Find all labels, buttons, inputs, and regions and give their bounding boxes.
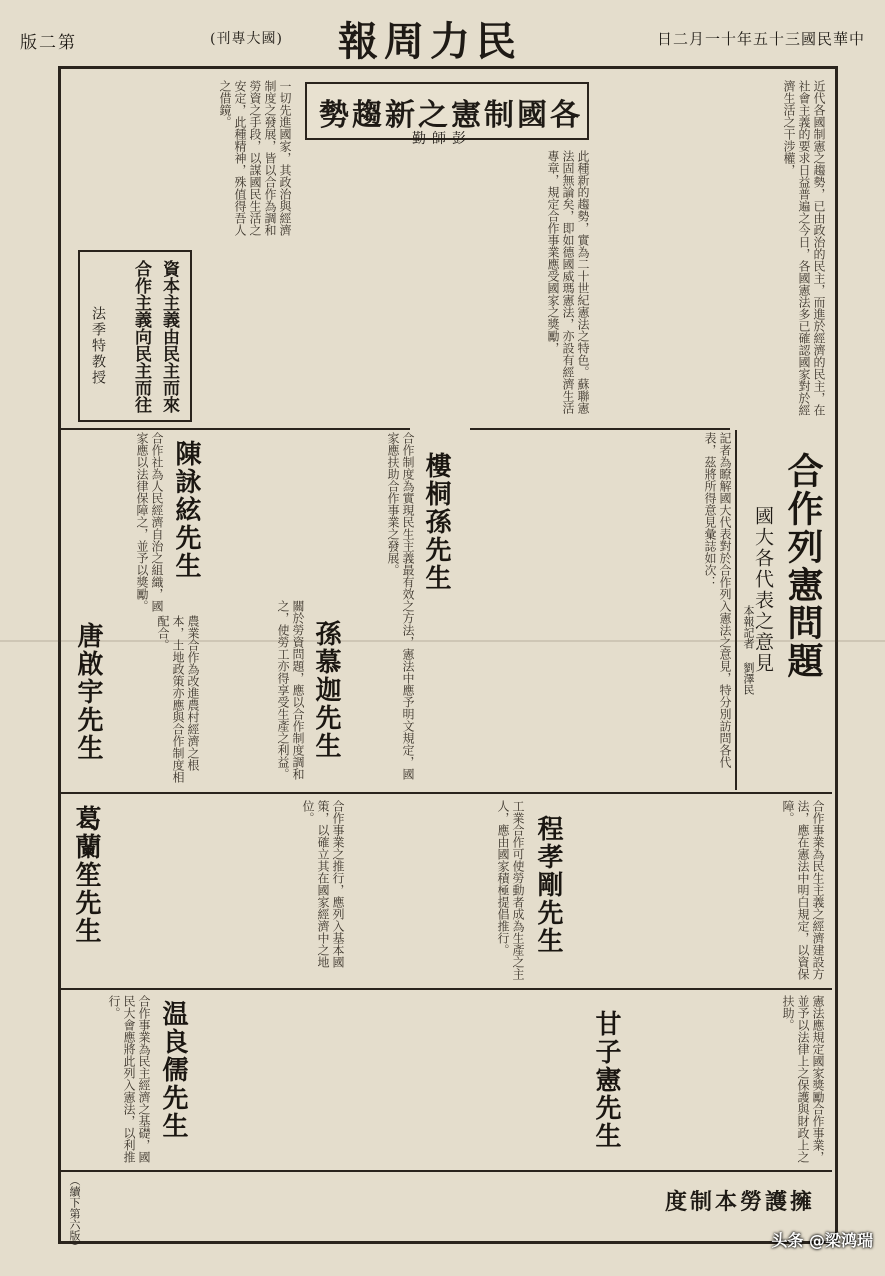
divider <box>470 428 730 430</box>
divider <box>735 430 737 790</box>
lead-body-col: 一切先進國家，其政治與經濟制度之發展，皆以合作為調和勞資之手段，以謀國民生活之安定，此種精神，殊值得吾人之借鏡。 <box>218 80 292 236</box>
masthead <box>20 10 865 65</box>
bottom-banner: 擁護勞本制度 <box>664 1189 815 1215</box>
feature-reporter: 本報記者 劉澤民 <box>742 605 755 695</box>
issue-date: 中華民國三十五年十一月二日 <box>656 30 865 48</box>
newspaper-title: 民力周報 <box>338 18 522 65</box>
speaker-name: 温良儒先生 <box>158 1000 188 1140</box>
feature-subhead: 國大各代表之意見 <box>752 506 774 674</box>
divider <box>60 428 410 430</box>
lead-title: 各國制憲之新趨勢 <box>319 98 583 133</box>
speaker-body: 工業合作可使勞動者成為生產之主人，應由國家積極提倡推行。 <box>496 800 525 980</box>
sidebar-author: 法季特教授 <box>90 306 106 386</box>
feature-body-col: 合作事業為民生主義之經濟建設方法，應在憲法中明白規定，以資保障。 <box>781 800 825 980</box>
feature-headline: 合作列憲問題 <box>782 452 824 680</box>
speaker-name: 樓桐孫先生 <box>421 452 451 592</box>
lead-body-col: 此種新的趨勢，實為二十世紀憲法之特色。蘇聯憲法固無論矣，即如德國威瑪憲法，亦設有經濟生活專章，規定合作事業應受國家之獎勵， <box>546 150 590 414</box>
speaker-body: 合作社為人民經濟自治之組織，國家應以法律保障之，並予以獎勵。 <box>135 432 164 612</box>
sidebar-line: 資本主義由民主而來 <box>159 260 179 413</box>
speaker-name: 唐啟宇先生 <box>73 622 103 762</box>
speaker-name: 葛蘭笙先生 <box>71 805 101 945</box>
divider <box>60 988 832 990</box>
speaker-name: 孫慕迦先生 <box>311 620 341 760</box>
speaker-body: 憲法應規定國家獎勵合作事業，並予以法律上之保護與財政上之扶助。 <box>781 995 825 1163</box>
speaker-body: 合作事業之推行，應列入基本國策，以確立其在國家經濟中之地位。 <box>301 800 345 968</box>
feature-body-col: 記者為瞭解國大代表對於合作列入憲法之意見，特分別訪問各代表，茲將所得意見彙誌如次： <box>703 432 732 768</box>
speaker-name: 甘子憲先生 <box>591 1010 621 1150</box>
divider <box>60 1170 832 1172</box>
edition-label: (國大專刊) <box>210 31 283 47</box>
sidebar-line: 合作主義向民主而往 <box>131 260 151 413</box>
speaker-body: 合作制度為實現民生主義最有效之方法，憲法中應予明文規定，國家應扶助合作事業之發展。 <box>386 432 415 780</box>
lead-author: 彭師勤 <box>412 131 472 147</box>
speaker-name: 程孝剛先生 <box>533 815 563 955</box>
sidebar-quote-box <box>78 250 192 422</box>
watermark: 头条 @梁鸿瑞 <box>771 1231 873 1250</box>
continued-note: （續下第六版） <box>68 1175 81 1252</box>
paper-fold <box>0 640 885 642</box>
page-number: 第二版 <box>20 33 77 53</box>
speaker-name: 陳詠絃先生 <box>171 440 201 580</box>
lead-body-col: 近代各國制憲之趨勢，已由政治的民主，而進於經濟的民主，在社會主義的要求日益普遍之今日，各國憲法多已確認國家對於經濟生活之干涉權， <box>782 80 826 416</box>
speaker-body: 農業合作為改進農村經濟之根本，土地政策亦應與合作制度相配合。 <box>156 615 200 783</box>
speaker-body: 關於勞資問題，應以合作制度調和之，使勞工亦得享受生產之利益。 <box>276 600 305 780</box>
speaker-body: 合作事業為民主經濟之基礎，國民大會應將此列入憲法，以利推行。 <box>107 995 151 1163</box>
divider <box>60 792 832 794</box>
